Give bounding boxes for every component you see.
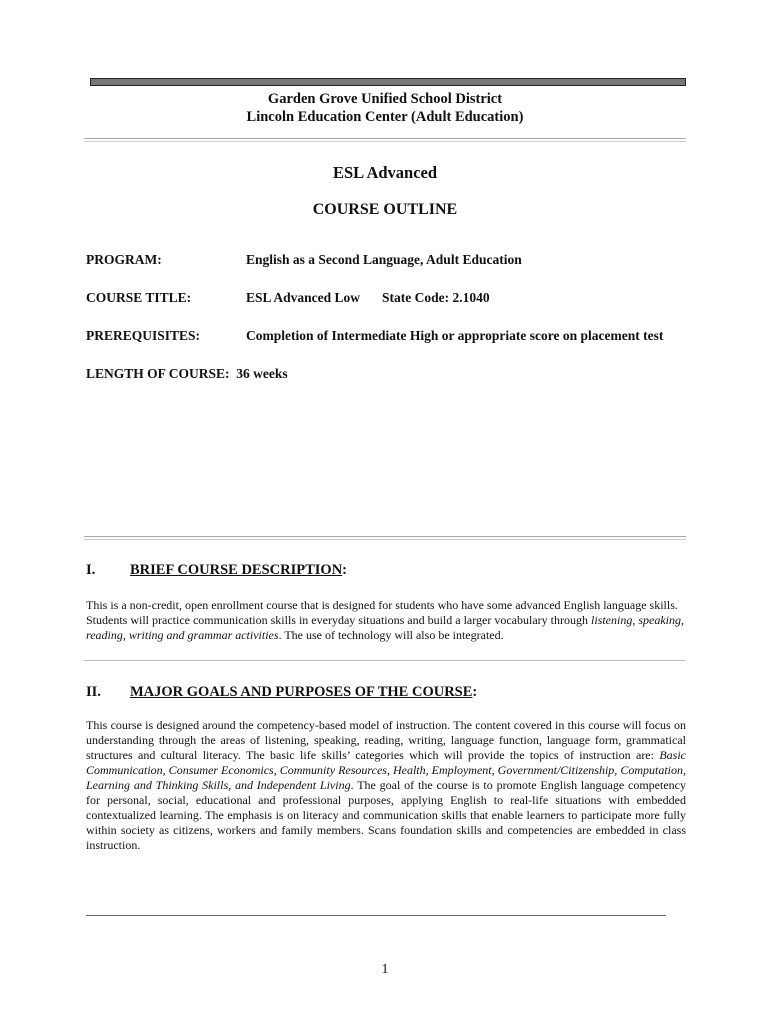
section-2-text-b: . The goal of the course is to promote English language competency for personal, social, educational and professional purposes, applying English to real-life situations with embedded contextualized learning. The emphasis is on literacy and communication skills that enable learners to participate more fully within society as citizens, workers and family members. Scans foundation skills and competencies are embedded in class instruction. <box>86 778 686 852</box>
state-code: State Code: 2.1040 <box>382 290 490 305</box>
header-divider <box>84 138 686 142</box>
outline-title: COURSE OUTLINE <box>312 201 458 218</box>
district-name: Garden Grove Unified School District <box>267 91 503 107</box>
document-header <box>84 90 686 126</box>
section-divider-top <box>84 536 686 540</box>
course-title: ESL Advanced <box>332 163 438 182</box>
program-label: PROGRAM: <box>86 252 162 267</box>
course-title-value: ESL Advanced Low <box>246 290 361 305</box>
length-row <box>86 366 288 382</box>
page-number: 1 <box>381 962 389 977</box>
section-2-number: II. <box>86 684 101 700</box>
course-title-label: COURSE TITLE: <box>86 290 192 305</box>
section-divider-middle <box>84 660 686 661</box>
section-2-colon: : <box>472 684 478 700</box>
section-1-description <box>86 598 686 643</box>
section-2-description <box>86 718 686 853</box>
header-bar <box>90 78 686 86</box>
section-2-text-a: This course is designed around the competency-based model of instruction. The content covered in this course will focus on understanding through the areas of listening, speaking, reading, writing, language function, language form, grammatical structures and cultural literacy. The basic life skills’ categories which will provide the topics of instruction are: <box>86 718 686 762</box>
footer-rule <box>86 915 666 917</box>
section-1-heading <box>86 562 347 579</box>
section-2-text-italic: Basic Communication, Consumer Economics, Community Resources, Health, Employment, Government/Citizenship, Computation, Learning and Thinking Skills, and Independent Living <box>86 748 686 792</box>
program-row <box>86 252 522 268</box>
section-1-text-a: This is a non-credit, open enrollment course that is designed for students who have some advanced English language skills. Students will practice communication skills in everyday situations and build a larger vocabulary through <box>86 598 678 627</box>
length-label: LENGTH OF COURSE: <box>86 366 230 381</box>
section-1-title: BRIEF COURSE DESCRIPTION <box>130 562 343 578</box>
section-1-text-b: . The use of technology will also be integrated. <box>278 628 504 642</box>
length-value: 36 weeks <box>236 366 288 381</box>
section-2-heading <box>86 684 477 701</box>
section-1-number: I. <box>86 562 96 578</box>
prerequisites-value: Completion of Intermediate High or appropriate score on placement test <box>246 328 664 343</box>
section-1-text-italic: listening, speaking, reading, writing and grammar activities <box>86 613 684 642</box>
course-title-row <box>86 290 490 306</box>
section-2-title: MAJOR GOALS AND PURPOSES OF THE COURSE <box>130 684 473 700</box>
prerequisites-row <box>86 328 663 344</box>
section-1-colon: : <box>342 562 348 578</box>
program-value: English as a Second Language, Adult Education <box>246 252 522 267</box>
prerequisites-label: PREREQUISITES: <box>86 328 201 343</box>
center-name: Lincoln Education Center (Adult Education) <box>246 109 524 125</box>
